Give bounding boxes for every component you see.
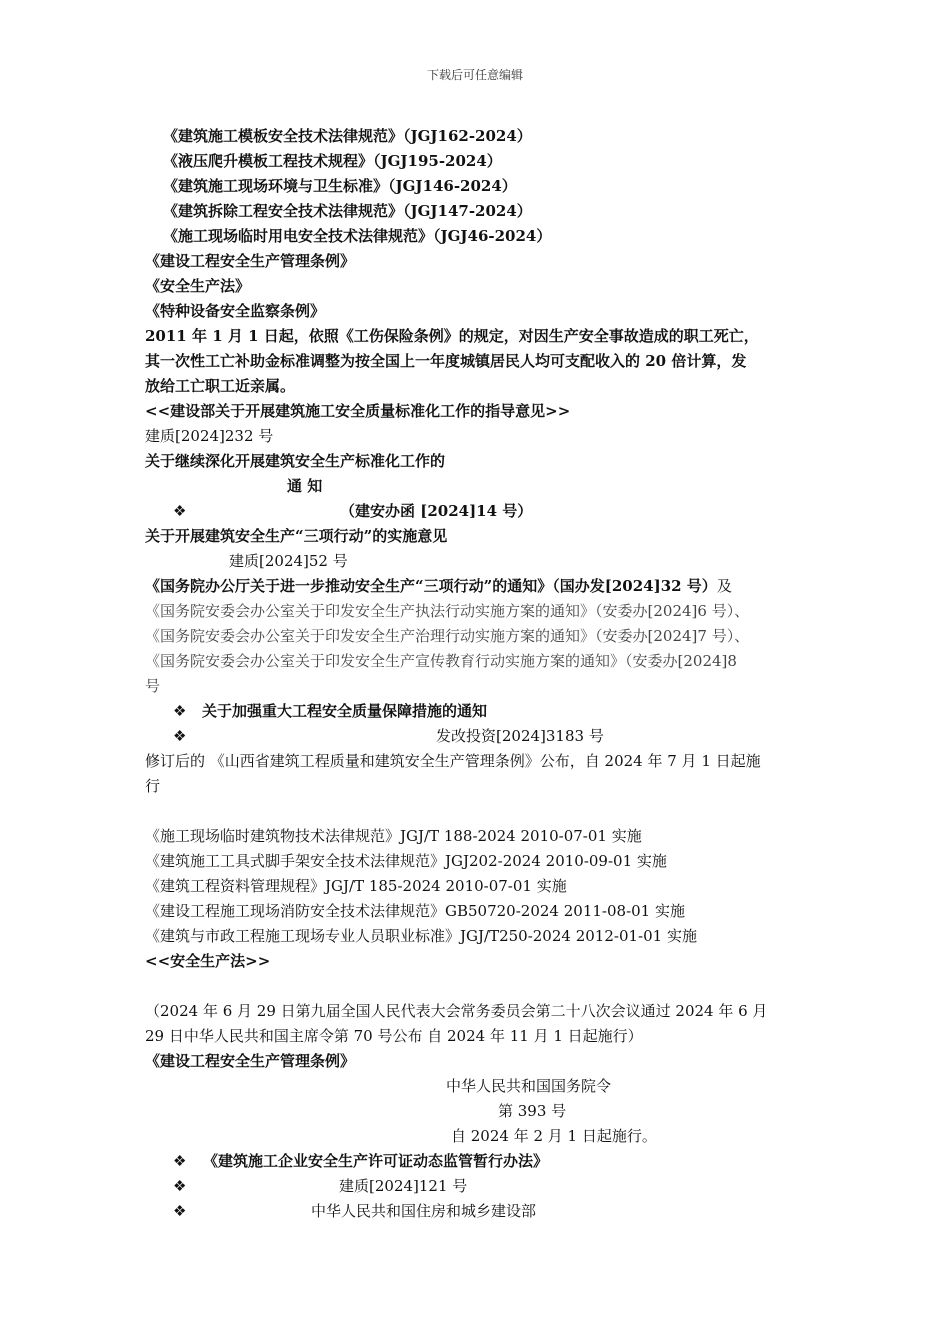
page-header: 下载后可任意编辑 bbox=[426, 68, 523, 82]
paragraph-line: 2011 年 1 月 1 日起，依照《工伤保险条例》的规定，对因生产安全事故造成的职工死亡， bbox=[145, 327, 759, 345]
decree-number: 第 393 号 bbox=[498, 1102, 567, 1120]
standard-item: 《建筑与市政工程施工现场专业人员职业标准》JGJ/T250-2024 2012-01-01 实施 bbox=[145, 927, 697, 945]
bullet-icon: ❖ bbox=[173, 1177, 187, 1195]
safety-law-title: <<安全生产法>> bbox=[145, 952, 271, 970]
state-council-line: 《国务院安委会办公室关于印发安全生产宣传教育行动实施方案的通知》（安委办[2024]8 bbox=[145, 652, 737, 670]
paragraph-line: 放给工亡职工近亲属。 bbox=[145, 377, 296, 395]
regulation-item: 《施工现场临时用电安全技术法律规范》（JGJ46-2024） bbox=[163, 227, 552, 245]
state-council-line bbox=[145, 576, 732, 596]
state-council-line: 《国务院安委会办公室关于印发安全生产治理行动实施方案的通知》（安委办[2024]7 号）、 bbox=[145, 627, 750, 645]
bullet-icon: ❖ bbox=[173, 502, 187, 520]
bullet-icon: ❖ bbox=[173, 1202, 187, 1220]
permit-title: 《建筑施工企业安全生产许可证动态监管暂行办法》 bbox=[203, 1152, 549, 1170]
safety-law-line: 29 日中华人民共和国主席令第 70 号公布 自 2024 年 11 月 1 日起施行） bbox=[145, 1027, 643, 1045]
three-actions-number: 建质[2024]52 号 bbox=[229, 552, 348, 570]
notice-number: （建安办函 [2024]14 号） bbox=[340, 502, 533, 520]
safety-law-line: （2024 年 6 月 29 日第九届全国人民代表大会常务委员会第二十八次会议通过 2024 年 6 月 bbox=[145, 1002, 768, 1020]
shanxi-line: 行 bbox=[145, 777, 161, 795]
bullet-icon: ❖ bbox=[173, 702, 187, 720]
guide-number: 建质[2024]232 号 bbox=[145, 427, 274, 445]
standard-item: 《建设工程施工现场消防安全技术法律规范》GB50720-2024 2011-08-01 实施 bbox=[145, 902, 685, 920]
paragraph-line: 其一次性工亡补助金标准调整为按全国上一年度城镇居民人均可支配收入的 20 倍计算，发 bbox=[145, 352, 747, 370]
effective-date: 自 2024 年 2 月 1 日起施行。 bbox=[451, 1127, 657, 1145]
standard-item: 《建筑施工工具式脚手架安全技术法律规范》JGJ202-2024 2010-09-01 实施 bbox=[145, 852, 667, 870]
regulation-title: 《特种设备安全监察条例》 bbox=[145, 302, 326, 320]
regulation-item: 《建筑施工模板安全技术法律规范》（JGJ162-2024） bbox=[163, 127, 532, 145]
standard-item: 《建筑工程资料管理规程》JGJ/T 185-2024 2010-07-01 实施 bbox=[145, 877, 567, 895]
regulation-title: 《安全生产法》 bbox=[145, 277, 251, 295]
shanxi-line: 修订后的 《山西省建筑工程质量和建筑安全生产管理条例》公布，自 2024 年 7 月 1 日起施 bbox=[145, 752, 761, 770]
decree-issuer: 中华人民共和国国务院令 bbox=[446, 1077, 612, 1095]
guide-title: <<建设部关于开展建筑施工安全质量标准化工作的指导意见>> bbox=[145, 402, 571, 420]
major-project-number: 发改投资[2024]3183 号 bbox=[436, 727, 604, 745]
state-council-line: 号 bbox=[145, 677, 161, 695]
regulation-title: 《建设工程安全生产管理条例》 bbox=[145, 1052, 356, 1070]
three-actions-title: 关于开展建筑安全生产“三项行动”的实施意见 bbox=[145, 527, 448, 545]
permit-issuer: 中华人民共和国住房和城乡建设部 bbox=[311, 1202, 537, 1220]
major-project-title: 关于加强重大工程安全质量保障措施的通知 bbox=[202, 702, 488, 720]
state-council-title: 《国务院办公厅关于进一步推动安全生产“三项行动”的通知》（国办发[2024]32 号） bbox=[145, 577, 717, 595]
state-council-line: 《国务院安委会办公室关于印发安全生产执法行动实施方案的通知》（安委办[2024]6 号）、 bbox=[145, 602, 750, 620]
regulation-item: 《建筑施工现场环境与卫生标准》（JGJ146-2024） bbox=[163, 177, 517, 195]
bullet-icon: ❖ bbox=[173, 727, 187, 745]
notice-word: 通 知 bbox=[287, 477, 323, 495]
permit-number: 建质[2024]121 号 bbox=[339, 1177, 468, 1195]
notice-title: 关于继续深化开展建筑安全生产标准化工作的 bbox=[145, 452, 446, 470]
bullet-icon: ❖ bbox=[173, 1152, 187, 1170]
regulation-item: 《液压爬升模板工程技术规程》（JGJ195-2024） bbox=[163, 152, 502, 170]
regulation-item: 《建筑拆除工程安全技术法律规范》（JGJ147-2024） bbox=[163, 202, 532, 220]
regulation-title: 《建设工程安全生产管理条例》 bbox=[145, 252, 356, 270]
standard-item: 《施工现场临时建筑物技术法律规范》JGJ/T 188-2024 2010-07-01 实施 bbox=[145, 827, 642, 845]
state-council-conj: 及 bbox=[716, 577, 732, 595]
